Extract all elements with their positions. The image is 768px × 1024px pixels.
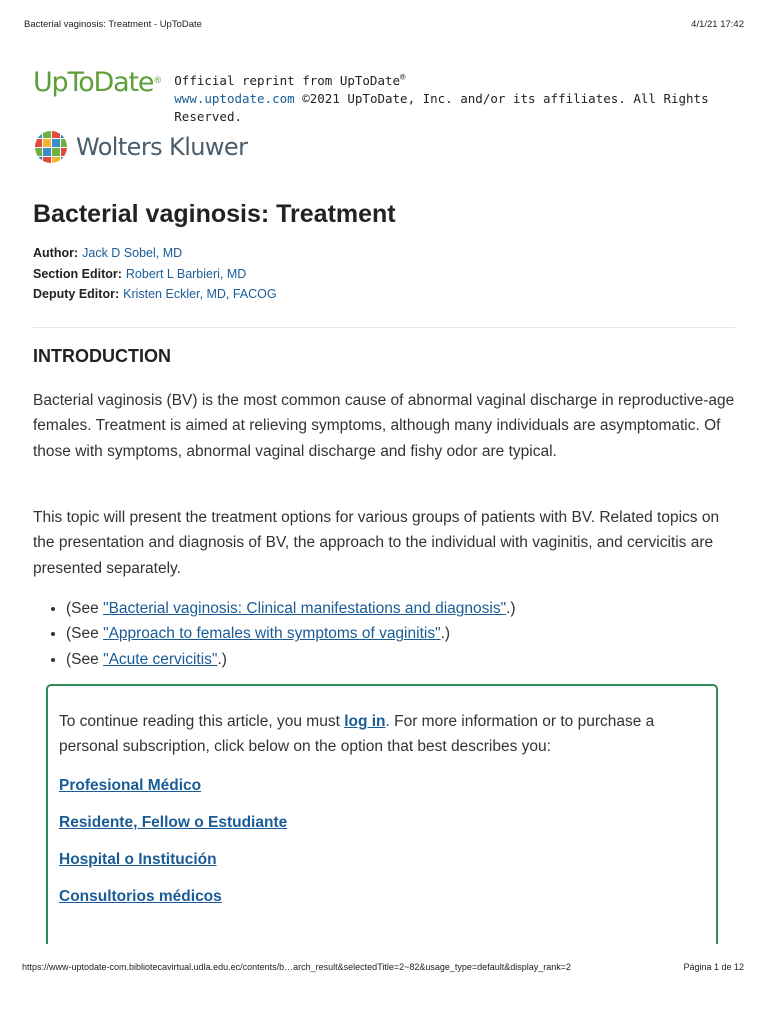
- uptodate-logo-text: UpToDate: [33, 67, 154, 98]
- intro-paragraph-1: Bacterial vaginosis (BV) is the most common cause of abnormal vaginal discharge in reproductive-age females. Treatment is aimed at relieving symptoms, although many individuals are asymptomatic. Of those with symptoms, abnormal vaginal discharge and fishy odor are typical.: [33, 392, 735, 460]
- page-bottom-margin: [0, 944, 768, 1024]
- print-header-datetime: 4/1/21 17:42: [691, 19, 744, 30]
- intro-paragraph-2: This topic will present the treatment options for various groups of patients with BV. Related topics on the presentation and diagnosis of BV, the approach to the individual with vaginitis, and cervicitis are presented separately.: [33, 509, 720, 577]
- wolters-kluwer-globe-icon: [34, 130, 68, 164]
- reprint-line: Official reprint from UpToDate: [174, 73, 401, 89]
- uptodate-registered-mark: ®: [153, 76, 163, 86]
- copyright-text: ©2021 UpToDate, Inc. and/or its affiliates. All Rights Reserved.: [174, 91, 709, 125]
- login-link[interactable]: log in: [344, 713, 386, 730]
- author-link[interactable]: Jack D Sobel, MD: [82, 246, 183, 260]
- see-link-bv-clinical[interactable]: "Bacterial vaginosis: Clinical manifestations and diagnosis": [103, 600, 507, 617]
- option-resident-student[interactable]: Residente, Fellow o Estudiante: [59, 814, 288, 831]
- option-medical-offices[interactable]: Consultorios médicos: [59, 888, 222, 905]
- article-credits: [33, 243, 277, 305]
- list-item: • (See "Approach to females with symptoms of vaginitis".): [66, 621, 516, 646]
- option-hospital-institution[interactable]: Hospital o Institución: [59, 851, 217, 868]
- see-link-acute-cervicitis[interactable]: "Acute cervicitis": [103, 650, 218, 668]
- uptodate-site-link[interactable]: www.uptodate.com: [174, 91, 295, 107]
- print-header: [24, 19, 744, 30]
- list-item: • (See "Acute cervicitis".): [66, 647, 516, 672]
- reprint-notice: [174, 69, 768, 126]
- section-editor-link[interactable]: Robert L Barbieri, MD: [125, 266, 247, 281]
- page-title: Bacterial vaginosis: Treatment: [33, 200, 396, 228]
- print-header-title: Bacterial vaginosis: Treatment - UpToDate: [24, 19, 202, 30]
- subscription-message: To continue reading this article, you must log in. For more information or to purchase a personal subscription, click below on the option that best describes you:: [59, 713, 655, 756]
- see-link-vaginitis-approach[interactable]: "Approach to females with symptoms of vaginitis": [103, 625, 441, 643]
- deputy-editor-label: Deputy Editor:: [33, 287, 120, 301]
- print-footer-url: https://www-uptodate-com.bibliotecavirtual.udla.edu.ec/contents/b…arch_result&selectedTitle=2~82&usage_type=default&display_rank=2: [22, 962, 571, 972]
- print-footer: [22, 962, 744, 972]
- reprint-registered-mark: ®: [400, 73, 406, 83]
- list-item: • (See "Bacterial vaginosis: Clinical manifestations and diagnosis".): [66, 596, 516, 621]
- see-also-list: [33, 596, 516, 672]
- divider: [33, 327, 735, 328]
- author-label: Author:: [33, 246, 79, 260]
- uptodate-logo[interactable]: [33, 66, 162, 100]
- brand-row: [33, 66, 768, 126]
- print-footer-page: Página 1 de 12: [683, 962, 744, 972]
- section-heading-introduction: INTRODUCTION: [33, 346, 171, 366]
- wolters-kluwer-logo: [34, 130, 247, 164]
- option-medical-professional[interactable]: Profesional Médico: [59, 777, 202, 794]
- wolters-kluwer-wordmark: Wolters Kluwer: [76, 133, 248, 161]
- section-editor-label: Section Editor:: [33, 266, 122, 281]
- deputy-editor-link[interactable]: Kristen Eckler, MD, FACOG: [123, 287, 277, 301]
